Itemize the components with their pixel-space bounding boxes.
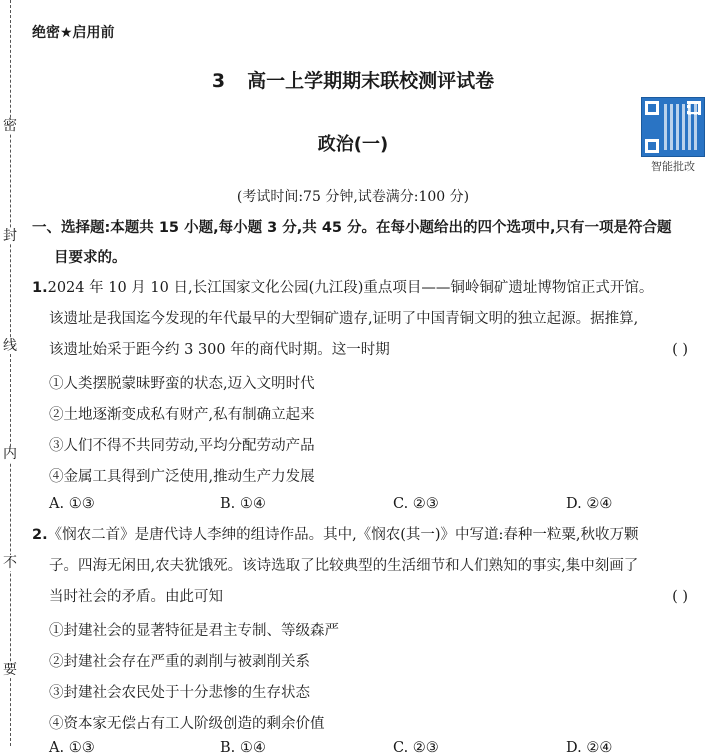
question-text: 2024 年 10 月 10 日,长江国家文化公园(九江段)重点项目——铜岭铜矿遗址博物馆正式开馆。: [47, 280, 654, 296]
section-heading-line2: 目要求的。: [54, 250, 127, 266]
answer-bracket: ( ): [672, 342, 688, 358]
statement: ①人类摆脱蒙昧野蛮的状态,迈入文明时代: [49, 376, 315, 392]
option-a[interactable]: A. ①③: [49, 740, 95, 756]
side-margin-char: 线: [0, 338, 20, 354]
option-b[interactable]: B. ①④: [220, 496, 266, 512]
statement: ②土地逐渐变成私有财产,私有制确立起来: [49, 407, 315, 423]
answer-bracket: ( ): [672, 589, 688, 605]
statement: ③封建社会农民处于十分悲惨的生存状态: [49, 685, 310, 701]
secret-label: 绝密★启用前: [32, 25, 115, 41]
paper-title: 高一上学期期末联校测评试卷: [247, 70, 495, 92]
question-number: 2.: [32, 527, 48, 543]
question-text: 子。四海无闲田,农夫犹饿死。该诗选取了比较典型的生活细节和人们熟知的事实,集中刻画了: [49, 558, 639, 574]
statement: ①封建社会的显著特征是君主专制、等级森严: [49, 623, 339, 639]
question-1: [32, 273, 696, 366]
page-title: [0, 66, 706, 93]
option-a[interactable]: A. ①③: [49, 496, 95, 512]
option-c[interactable]: C. ②③: [393, 740, 439, 756]
question-number: 1.: [32, 280, 48, 296]
question-1-line1: [32, 273, 696, 304]
qr-label: 智能批改: [651, 160, 695, 173]
section-heading: [32, 213, 700, 273]
question-text: 当时社会的矛盾。由此可知: [49, 589, 223, 605]
question-2: [32, 520, 696, 613]
side-margin-char: 封: [0, 228, 20, 244]
question-2-line3: [32, 582, 696, 613]
side-margin-char: 不: [0, 555, 20, 571]
statement: ④金属工具得到广泛使用,推动生产力发展: [49, 469, 315, 485]
question-text: 该遗址始采于距今约 3 300 年的商代时期。这一时期: [49, 342, 390, 358]
paper-number: 3: [211, 70, 226, 92]
section-heading-line1: 一、选择题:本题共 15 小题,每小题 3 分,共 45 分。在每小题给出的四个选项中,只有一项是符合题: [32, 220, 672, 236]
binding-dashed-line: [10, 0, 11, 746]
qr-code-icon[interactable]: [641, 97, 705, 157]
question-2-line1: [32, 520, 696, 551]
option-b[interactable]: B. ①④: [220, 740, 266, 756]
option-c[interactable]: C. ②③: [393, 496, 439, 512]
question-1-line3: [32, 335, 696, 366]
subject-title: 政治(一): [317, 134, 389, 155]
option-d[interactable]: D. ②④: [566, 740, 613, 756]
side-margin-char: 要: [0, 662, 20, 678]
option-d[interactable]: D. ②④: [566, 496, 613, 512]
question-text: 该遗址是我国迄今发现的年代最早的大型铜矿遗存,证明了中国青铜文明的独立起源。据推算,: [49, 311, 639, 327]
statement: ③人们不得不共同劳动,平均分配劳动产品: [49, 438, 315, 454]
side-margin-char: 内: [0, 446, 20, 462]
statement: ④资本家无偿占有工人阶级创造的剩余价值: [49, 716, 325, 732]
statement: ②封建社会存在严重的剥削与被剥削关系: [49, 654, 310, 670]
side-margin-char: 密: [0, 118, 20, 134]
exam-info: (考试时间:75 分钟,试卷满分:100 分): [236, 189, 470, 205]
question-text: 《悯农二首》是唐代诗人李绅的组诗作品。其中,《悯农(其一)》中写道:春种一粒粟,秋收万颗: [47, 527, 639, 543]
